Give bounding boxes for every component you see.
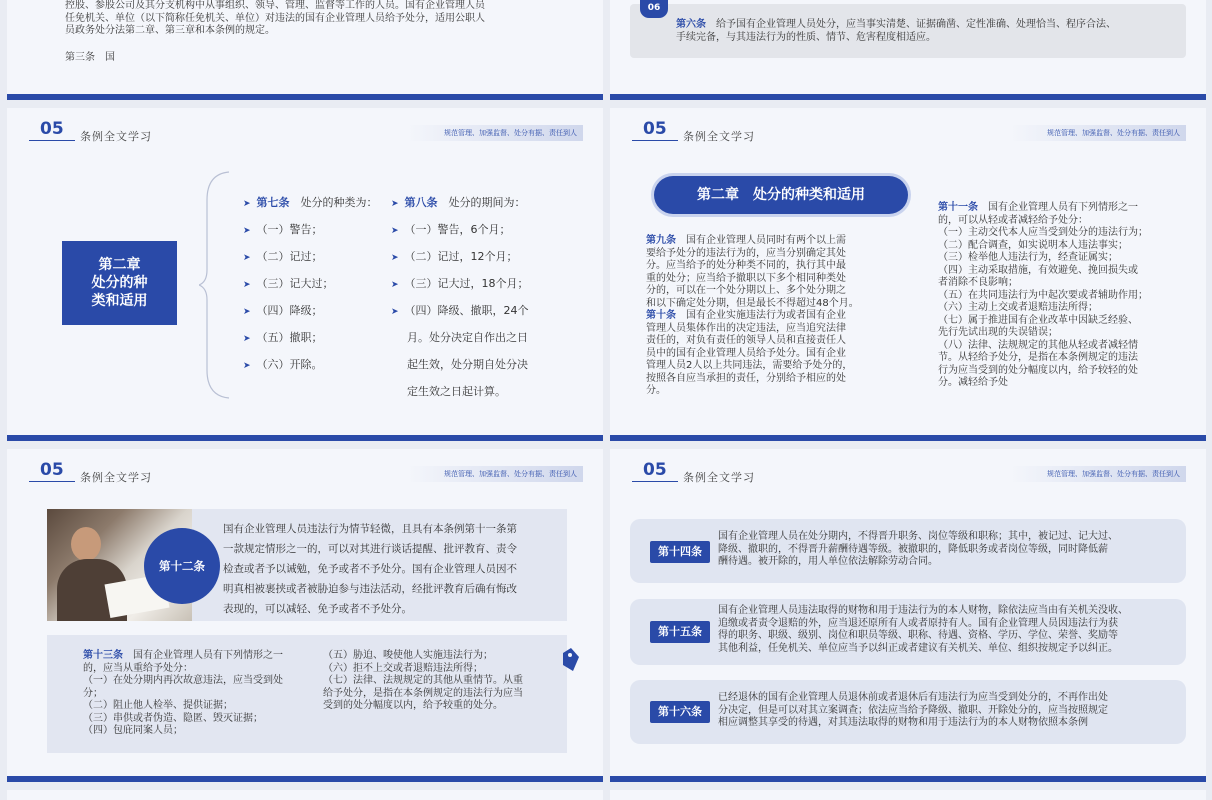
art2-text: 控股、参股公司及其分支机构中从事组织、领导、管理、监督等工作的人员。国有企业管理人员 任免机关、单位（以下简称任免机关、单位）对违法的国有企业管理人员给予处分，适用公职人 员政务处分法第二章、第三章和本条例的规定。 (65, 0, 485, 36)
section-title: 条例全文学习 (80, 471, 152, 484)
section-title: 条例全文学习 (683, 130, 755, 143)
arrow-icon: ➤ (243, 307, 251, 317)
header-tag: 规范管理、加强监督、处分有据、责任到人 (1010, 466, 1186, 482)
arrow-icon: ➤ (391, 199, 399, 209)
arrow-icon: ➤ (243, 199, 251, 209)
art16-text: 已经退休的国有企业管理人员退休前或者退休后有违法行为应当受到处分的，不再作出处 分决定，但是可以对其立案调查；依法应当给予降级、撤职、开除处分的，应当按照规定 相应调整其享受的待遇，对其违法取得的财物和用于违法行为的本人财物依照本条例 (718, 692, 1108, 728)
tag-icon (559, 647, 581, 673)
arrow-icon: ➤ (243, 253, 251, 263)
section-number: 05 (643, 460, 667, 480)
art8-list: ➤ 第八条 处分的期间为： ➤ （一）警告，6个月； ➤ （二）记过，12个月； ➤ （三）记大过，18个月； ➤ （四）降级、撤职，24个 月。处分决定自作出之日 起生效，处分期自处分决 定生效之日起计算。 (391, 196, 529, 398)
art14-text: 国有企业管理人员在处分期内，不得晋升职务、岗位等级和职称；其中，被记过、记大过、 降级、撤职的，不得晋升薪酬待遇等级。被撤职的，降低职务或者岗位等级，同时降低薪 酬待遇。被开除的，用人单位依法解除劳动合同。 (718, 531, 1118, 567)
art14-label: 第十四条 (650, 541, 710, 563)
art6-text: 第六条 给予国有企业管理人员处分，应当事实清楚、证据确凿、定性准确、处理恰当、程序合法、 手续完备，与其违法行为的性质、情节、危害程度相适应。 (676, 19, 1116, 43)
arrow-icon: ➤ (243, 361, 251, 371)
chapter-box: 第二章 处分的种 类和适用 (62, 241, 177, 325)
arrow-icon: ➤ (243, 334, 251, 344)
arrow-icon: ➤ (391, 253, 399, 263)
brace-icon (199, 170, 239, 400)
slide-art7-8[interactable] (7, 108, 603, 441)
section-number: 05 (40, 119, 64, 139)
slide-bottom-right-partial[interactable] (610, 790, 1206, 800)
header-underline (632, 481, 678, 482)
art3-start: 第三条 国 (65, 52, 115, 63)
arrow-icon: ➤ (391, 280, 399, 290)
art16-label: 第十六条 (650, 701, 710, 723)
person-shape (71, 527, 101, 561)
art15-text: 国有企业管理人员违法取得的财物和用于违法行为的本人财物，除依法应当由有关机关没收、 追缴或者责令退赔的外，应当退还原所有人或者原持有人。国有企业管理人员因违法行为获 得的职务、职级、级别、岗位和职员等级、职称、待遇、资格、学历、学位、荣誉、奖励等 其他利益，任免机关、单位应当予以纠正或者建议有关机关、单位、组织按规定予以纠正。 (718, 605, 1128, 654)
header-underline (632, 140, 678, 141)
art13-right: （五）胁迫、唆使他人实施违法行为； （六）拒不上交或者退赔违法所得； （七）法律、法规规定的其他从重情节。从重 给予处分，是指在本条例规定的违法行为应当 受到的处分幅度以内，给予较重的处分。 (323, 650, 523, 711)
art7-list: ➤ 第七条 处分的种类为： ➤ （一）警告； ➤ （二）记过； ➤ （三）记大过； ➤ （四）降级； ➤ （五）撤职； ➤ （六）开除。 (243, 196, 378, 371)
header-tag: 规范管理、加强监督、处分有据、责任到人 (407, 466, 583, 482)
arrow-icon: ➤ (243, 226, 251, 236)
slide-bottom-bar (610, 776, 1206, 782)
art15-label: 第十五条 (650, 621, 710, 643)
header-tag: 规范管理、加强监督、处分有据、责任到人 (1010, 125, 1186, 141)
chapter-button: 第二章 处分的种类和适用 (654, 176, 908, 214)
art13-left: 第十三条 国有企业管理人员有下列情形之一 的，应当从重给予处分： （一）在处分期内再次故意违法，应当受到处 分； （二）阻止他人检举、提供证据； （三）串供或者伪造、隐匿、毁灭证据； （四）包庇同案人员； (83, 650, 283, 736)
arrow-icon: ➤ (391, 226, 399, 236)
header-underline (29, 140, 75, 141)
section-title: 条例全文学习 (80, 130, 152, 143)
art12-circle: 第十二条 (144, 528, 220, 604)
section-number: 05 (40, 460, 64, 480)
slide-bottom-left-partial[interactable] (7, 790, 603, 800)
art11-text: 第十一条 国有企业管理人员有下列情形之一 的，可以从轻或者减轻给予处分： （一）主动交代本人应当受到处分的违法行为； （二）配合调查，如实说明本人违法事实； （三）检举他人违法行为，经查证属实； （四）主动采取措施，有效避免、挽回损失或 者消除不良影响； （五）在共同违法行为中起次要或者辅助作用； （六）主动上交或者退赔违法所得； （七）属于推进国有企业改革中因缺乏经验、 先行先试出现的失误错误； （八）法律、法规规定的其他从轻或者减轻情 节。从轻给予处分，是指在本条例规定的违法 行为应当受到的处分幅度以内，给予较轻的处 分。减轻给予处 (938, 202, 1148, 388)
art9-10-text: 第九条 国有企业管理人员同时有两个以上需 要给予处分的违法行为的，应当分别确定其处 分。应当给予的处分种类不同的，执行其中最 重的处分；应当给予撤职以下多个相同种类处 分的，可以在一个处分期以上、多个处分期之 和以下确定处分期，但是最长不得超过48个月。 第十条 国有企业实施违法行为或者国有企业 管理人员集体作出的决定违法，应当追究法律 责任的，对负有责任的领导人员和直接责任人 员中的国有企业管理人员给予处分。国有企业 管理人员2人以上共同违法，需要给予处分的， 按照各自应当承担的责任，分别给予相应的处 分。 (646, 235, 859, 396)
slide-bottom-bar (610, 94, 1206, 100)
slide-top-left[interactable] (7, 0, 603, 100)
slide-bottom-bar (610, 435, 1206, 441)
arrow-icon: ➤ (243, 280, 251, 290)
slide-bottom-bar (7, 776, 603, 782)
badge-06: 06 (640, 0, 668, 18)
slide-top-right[interactable] (610, 0, 1206, 100)
section-title: 条例全文学习 (683, 471, 755, 484)
art12-text: 国有企业管理人员违法行为情节轻微，且具有本条例第十一条第 一款规定情形之一的，可以对其进行谈话提醒、批评教育、责令 检查或者予以诫勉，免予或者不予处分。国有企业管理人员因不 明真相被裹挟或者被胁迫参与违法活动，经批评教育后确有悔改 表现的，可以减轻、免予或者不予处分。 (223, 523, 517, 615)
header-underline (29, 481, 75, 482)
arrow-icon: ➤ (391, 307, 399, 317)
slide-bottom-bar (7, 94, 603, 100)
header-tag: 规范管理、加强监督、处分有据、责任到人 (407, 125, 583, 141)
slide-art9-11[interactable] (610, 108, 1206, 441)
slide-art14-16[interactable] (610, 449, 1206, 782)
slide-bottom-bar (7, 435, 603, 441)
section-number: 05 (643, 119, 667, 139)
slide-art12-13[interactable] (7, 449, 603, 782)
